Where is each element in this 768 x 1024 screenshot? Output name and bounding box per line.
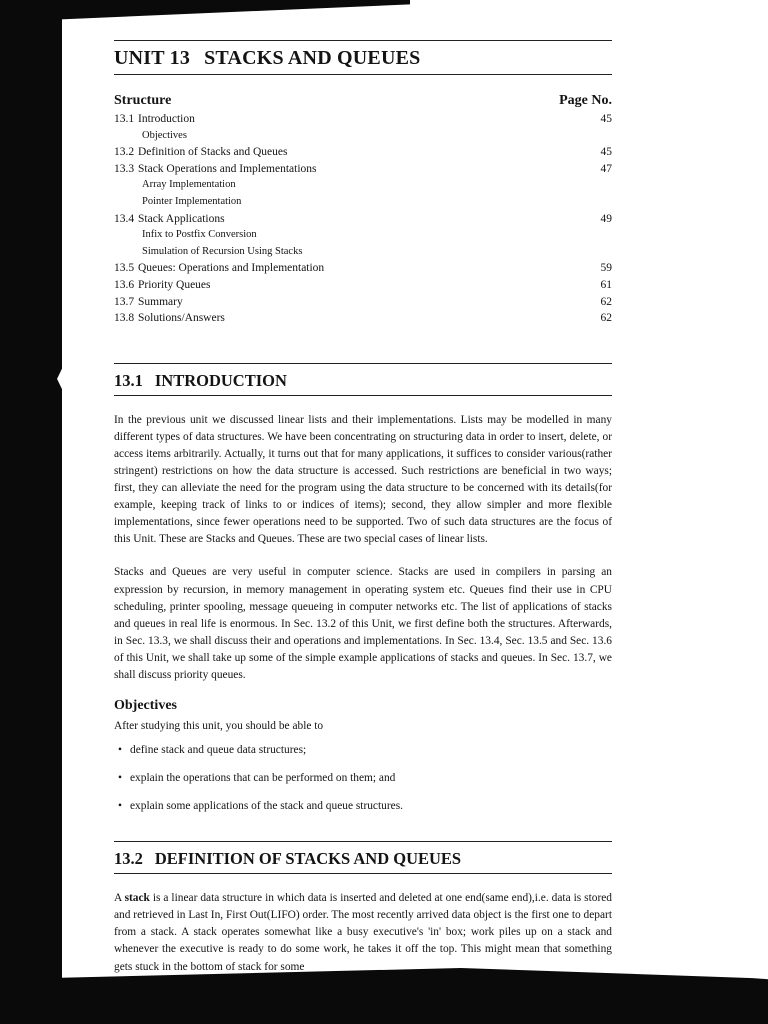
objective-item: • explain the operations that can be performed on them; and: [114, 770, 612, 787]
toc-subitem: Pointer Implementation: [142, 195, 242, 207]
toc-subitem: Infix to Postfix Conversion: [142, 229, 257, 241]
section2-title: [114, 842, 612, 874]
toc-item: [114, 310, 612, 327]
toc-item-page: 47: [600, 162, 612, 175]
scan-left-edge: [0, 0, 62, 1024]
unit-name: STACKS AND QUEUES: [204, 47, 421, 69]
toc-item: [114, 161, 612, 178]
toc-item: [114, 144, 612, 161]
table-of-contents: [114, 111, 612, 327]
toc-item-number: 13.5: [114, 262, 135, 275]
toc-item-label: [114, 294, 183, 311]
toc-item-title: Stack Applications: [138, 212, 225, 225]
objectives-heading: Objectives: [114, 698, 177, 714]
definition-lead: A: [114, 892, 122, 905]
definition-paragraph: [114, 890, 612, 975]
toc-item-page: 49: [600, 212, 612, 225]
toc-item-title: Definition of Stacks and Queues: [138, 146, 288, 159]
unit-number: UNIT 13: [114, 47, 191, 69]
toc-item-number: 13.8: [114, 312, 135, 325]
toc-item-number: 13.2: [114, 146, 135, 159]
toc-item: [114, 294, 612, 311]
toc-subitem: Objectives: [142, 129, 187, 141]
toc-item-label: [114, 310, 225, 327]
toc-item: [114, 111, 612, 128]
scan-top-edge: [0, 0, 410, 22]
toc-item-title: Stack Operations and Implementations: [138, 162, 317, 175]
structure-header: [114, 93, 612, 109]
unit-title: [114, 41, 612, 75]
toc-item: [114, 211, 612, 228]
toc-item-title: Introduction: [138, 113, 195, 125]
intro-paragraph-2: Stacks and Queues are very useful in computer science. Stacks are used in compilers in parsing an expression by recursion, in memory management in operating system etc. Queues find their use in CPU scheduling, printer spooling, message queueing in computer networks etc. The list of applications of stacks and queues in real life is enormous. In Sec. 13.2 of this Unit, we first define both the structures. Afterwards, in Sec. 13.3, we shall discuss their and operations and implementations. In Sec. 13.4, Sec. 13.5 and Sec. 13.6 of this Unit, we shall take up some of the simple example applications of stacks and queues. In Sec. 13.7, we shall discuss priority queues.: [114, 566, 612, 682]
toc-item-number: 13.3: [114, 162, 135, 175]
definition-keyword: stack: [124, 892, 150, 905]
toc-item-label: [114, 161, 317, 178]
toc-item-label: [114, 111, 195, 128]
intro-paragraph-1: In the previous unit we discussed linear lists and their implementations. Lists may be modelled in many different types of data structures. We have been concentrating on structuring data in order to insert, delete, or access items arbitrarily. Actually, it turns out that for many applications, it suffices to consider various(rather stringent) restrictions on how the data structure is accessed. Such restrictions are beneficial in two ways; first, they can alleviate the need for the program using the data structure to be concerned with its details(for example, keeping track of links to or indices of items); second, they allow simpler and more flexible implementations, since fewer operations need to be supported. Two of such data structures are the focus of this Unit. These are Stacks and Queues. These are two special cases of linear lists.: [114, 413, 612, 546]
toc-item-page: 45: [600, 146, 612, 159]
toc-item-number: 13.7: [114, 295, 135, 308]
toc-item-page: 62: [600, 295, 612, 308]
toc-item-title: Priority Queues: [138, 278, 211, 291]
section2-name: DEFINITION OF STACKS AND QUEUES: [154, 849, 462, 869]
toc-item-label: [114, 277, 211, 294]
structure-heading: Structure: [114, 93, 172, 108]
toc-item-page: 62: [600, 312, 612, 325]
objective-item: • define stack and queue data structures;: [114, 742, 612, 759]
toc-item-title: Solutions/Answers: [138, 312, 225, 325]
toc-item-title: Summary: [138, 295, 183, 308]
toc-item-number: 13.4: [114, 212, 135, 225]
toc-item-page: 61: [600, 278, 612, 291]
objectives-list: [114, 742, 612, 815]
toc-item: [114, 260, 612, 277]
objectives-intro: After studying this unit, you should be able to: [114, 720, 324, 733]
section1-number: 13.1: [114, 370, 143, 390]
document-page: [114, 40, 612, 976]
toc-item-title: Queues: Operations and Implementation: [138, 262, 325, 275]
toc-item-page: 45: [600, 113, 612, 125]
toc-item: [114, 277, 612, 294]
objective-item: • explain some applications of the stack and queue structures.: [114, 798, 612, 815]
section1-title: [114, 364, 612, 396]
toc-item-label: [114, 144, 287, 161]
toc-item-page: 59: [600, 262, 612, 275]
toc-subitem: Array Implementation: [142, 179, 236, 191]
toc-item-number: 13.6: [114, 278, 135, 291]
toc-item-number: 13.1: [114, 113, 135, 125]
definition-text: is a linear data structure in which data is inserted and deleted at one end(same end),i.e. data is stored and retrieved in Last In, First Out(LIFO) order. The most recently arrived data object is the first one to depart from a stack. A stack operates somewhat like a busy executive's 'in' box; work piles up on a stack and whenever the executive is ready to do some work, he takes it off the top. This might mean that something gets stuck in the bottom of stack for some: [114, 892, 612, 973]
page-no-heading: Page No.: [559, 93, 612, 108]
toc-subitem: Simulation of Recursion Using Stacks: [142, 245, 303, 257]
section1-name: INTRODUCTION: [154, 370, 287, 390]
scan-bottom-edge: [0, 968, 768, 1024]
toc-item-label: [114, 211, 225, 228]
toc-item-label: [114, 260, 324, 277]
section2-number: 13.2: [114, 849, 143, 869]
